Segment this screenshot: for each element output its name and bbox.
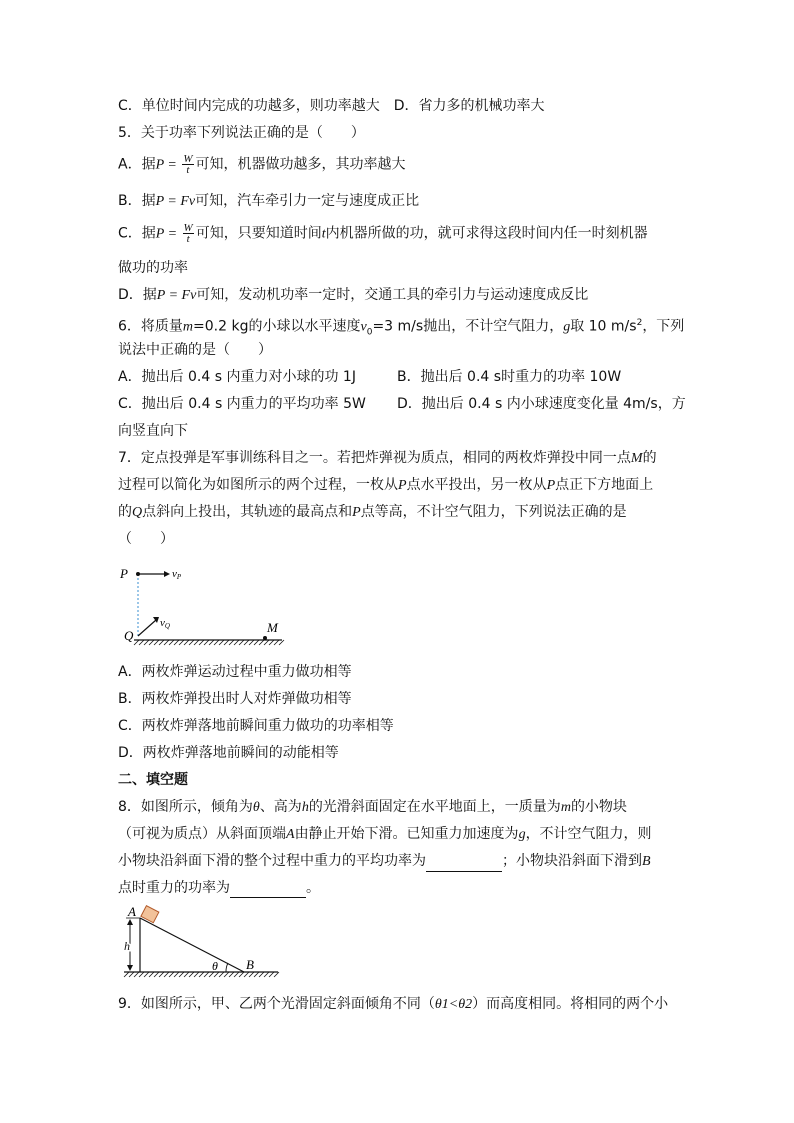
hatch-mark <box>149 972 154 977</box>
hatch-mark <box>179 972 184 977</box>
q7-label-vp: vP <box>172 568 182 581</box>
q7-label-q: Q <box>124 628 134 643</box>
hatch-mark <box>134 972 139 977</box>
hatch-mark <box>269 640 274 645</box>
hatch-mark <box>269 972 274 977</box>
q8-answer-blank-1[interactable] <box>426 857 502 872</box>
q8-height-arrow-top <box>127 919 133 925</box>
q8-label-a: A <box>128 904 136 919</box>
hatch-mark <box>249 640 254 645</box>
hatch-mark <box>144 640 149 645</box>
hatch-mark <box>224 972 229 977</box>
q5-a-fraction: $\frac{W}{t}$ <box>183 153 193 176</box>
q8-stem-line2: （可视为质点）从斜面顶端A由静止开始下滑。已知重力加速度为g，不计空气阻力，则 <box>118 826 652 842</box>
q4-option-cd: C．单位时间内完成的功越多，则功率越大 D．省力多的机械功率大 <box>118 98 545 114</box>
hatch-mark <box>134 640 139 645</box>
q7-arrow-vq <box>138 620 156 636</box>
hatch-mark <box>159 972 164 977</box>
hatch-mark <box>199 972 204 977</box>
q8-incline-slope <box>140 918 244 972</box>
hatch-mark <box>259 972 264 977</box>
hatch-mark <box>139 972 144 977</box>
hatch-mark <box>189 640 194 645</box>
hatch-mark <box>274 972 279 977</box>
q7-stem-line4: （ ） <box>118 531 174 547</box>
hatch-mark <box>239 972 244 977</box>
q6-option-b: B．抛出后 0.4 s时重力的功率 10W <box>397 369 622 385</box>
hatch-mark <box>274 640 279 645</box>
q6-option-d-line2: 向竖直向下 <box>118 423 188 439</box>
q7-arrow-vp-head <box>164 571 170 577</box>
q5-stem: 5．关于功率下列说法正确的是（ ） <box>118 125 365 141</box>
hatch-mark <box>219 972 224 977</box>
hatch-mark <box>149 640 154 645</box>
hatch-mark <box>219 640 224 645</box>
hatch-mark <box>154 972 159 977</box>
q6-option-d: D．抛出后 0.4 s 内小球速度变化量 4m/s，方 <box>397 396 686 412</box>
q8-answer-blank-2[interactable] <box>230 883 306 898</box>
q7-label-vq: vQ <box>160 617 170 630</box>
q8-stem-line3: 小物块沿斜面下滑的整个过程中重力的平均功率为 ；小物块沿斜面下滑到B <box>118 851 651 872</box>
hatch-mark <box>214 640 219 645</box>
q5-c-fraction: $\frac{W}{t}$ <box>183 222 193 245</box>
q5-option-d: D．据P = Fv可知，发动机功率一定时，交通工具的牵引力与运动速度成反比 <box>118 287 589 303</box>
q7-option-b: B．两枚炸弹投出时人对炸弹做功相等 <box>118 691 352 707</box>
hatch-mark <box>254 972 259 977</box>
q6-stem-line2: 说法中正确的是（ ） <box>118 342 272 358</box>
q7-stem-line3: 的Q点斜向上投出，其轨迹的最高点和P点等高，不计空气阻力，下列说法正确的是 <box>118 504 627 520</box>
hatch-mark <box>189 972 194 977</box>
q5-option-c: C．据P = $\frac{W}{t}$ 可知，只要知道时间t内机器所做的功，就可求得这段时间内任一时刻机器 <box>118 222 648 245</box>
q7-option-a: A．两枚炸弹运动过程中重力做功相等 <box>118 664 352 680</box>
hatch-mark <box>244 640 249 645</box>
hatch-mark <box>179 640 184 645</box>
q8-stem-line1: 8．如图所示，倾角为θ、高为h的光滑斜面固定在水平地面上，一质量为m的小物块 <box>118 799 627 815</box>
q7-stem-line1: 7．定点投弹是军事训练科目之一。若把炸弹视为质点，相同的两枚炸弹投中同一点M的 <box>118 450 657 466</box>
hatch-mark <box>164 640 169 645</box>
q7-point-m <box>263 636 267 640</box>
hatch-mark <box>129 972 134 977</box>
hatch-mark <box>124 972 129 977</box>
hatch-mark <box>144 972 149 977</box>
hatch-mark <box>224 640 229 645</box>
hatch-mark <box>194 640 199 645</box>
q8-stem-line4: 点时重力的功率为 。 <box>118 880 320 896</box>
section-heading-fill-in: 二、填空题 <box>118 772 188 788</box>
hatch-mark <box>169 972 174 977</box>
hatch-mark <box>234 972 239 977</box>
q7-figure <box>112 560 292 652</box>
hatch-mark <box>194 972 199 977</box>
q8-label-b: B <box>246 957 254 972</box>
hatch-mark <box>174 640 179 645</box>
hatch-mark <box>199 640 204 645</box>
hatch-mark <box>174 972 179 977</box>
hatch-mark <box>244 972 249 977</box>
q5-option-c-line2: 做功的功率 <box>118 260 188 276</box>
hatch-mark <box>279 640 284 645</box>
q8-label-h: h <box>124 939 130 953</box>
hatch-mark <box>239 640 244 645</box>
q7-label-m: M <box>267 620 278 635</box>
hatch-mark <box>234 640 239 645</box>
q8-figure <box>118 904 284 984</box>
hatch-mark <box>254 640 259 645</box>
q7-label-p: P <box>120 566 128 581</box>
hatch-mark <box>164 972 169 977</box>
hatch-mark <box>229 972 234 977</box>
hatch-mark <box>139 640 144 645</box>
hatch-mark <box>184 640 189 645</box>
hatch-mark <box>204 972 209 977</box>
q6-stem: 6．将质量m=0.2 kg的小球以水平速度$v_0=3$ m/s抛出，不计空气阻力，g取 10 $m/s^2$，下列 <box>118 318 685 338</box>
hatch-mark <box>229 640 234 645</box>
hatch-mark <box>264 640 269 645</box>
q9-stem-line1: 9．如图所示，甲、乙两个光滑固定斜面倾角不同（θ1<θ2）而高度相同。将相同的两个小 <box>118 996 669 1012</box>
hatch-mark <box>259 640 264 645</box>
q7-stem-line2: 过程可以简化为如图所示的两个过程，一枚从P点水平投出，另一枚从P点正下方地面上 <box>118 477 654 493</box>
q8-angle-arc <box>226 963 228 972</box>
q7-option-d: D．两枚炸弹落地前瞬间的动能相等 <box>118 745 339 761</box>
hatch-mark <box>249 972 254 977</box>
hatch-mark <box>159 640 164 645</box>
q7-ground-hatch <box>134 640 284 645</box>
hatch-mark <box>264 972 269 977</box>
hatch-mark <box>154 640 159 645</box>
q8-height-arrow-bottom <box>127 965 133 971</box>
q7-option-c: C．两枚炸弹落地前瞬间重力做功的功率相等 <box>118 718 394 734</box>
q8-label-theta: θ <box>212 959 218 973</box>
hatch-mark <box>209 640 214 645</box>
q5-option-b: B．据P = Fv可知，汽车牵引力一定与速度成正比 <box>118 193 420 209</box>
q6-option-c: C．抛出后 0.4 s 内重力的平均功率 5W <box>118 396 366 412</box>
q5-option-a: A．据P = $\frac{W}{t}$ 可知，机器做功越多，其功率越大 <box>118 153 406 176</box>
hatch-mark <box>169 640 174 645</box>
hatch-mark <box>184 972 189 977</box>
hatch-mark <box>204 640 209 645</box>
q6-option-a: A．抛出后 0.4 s 内重力对小球的功 1J <box>118 369 356 385</box>
q8-ground-hatch <box>124 972 279 977</box>
